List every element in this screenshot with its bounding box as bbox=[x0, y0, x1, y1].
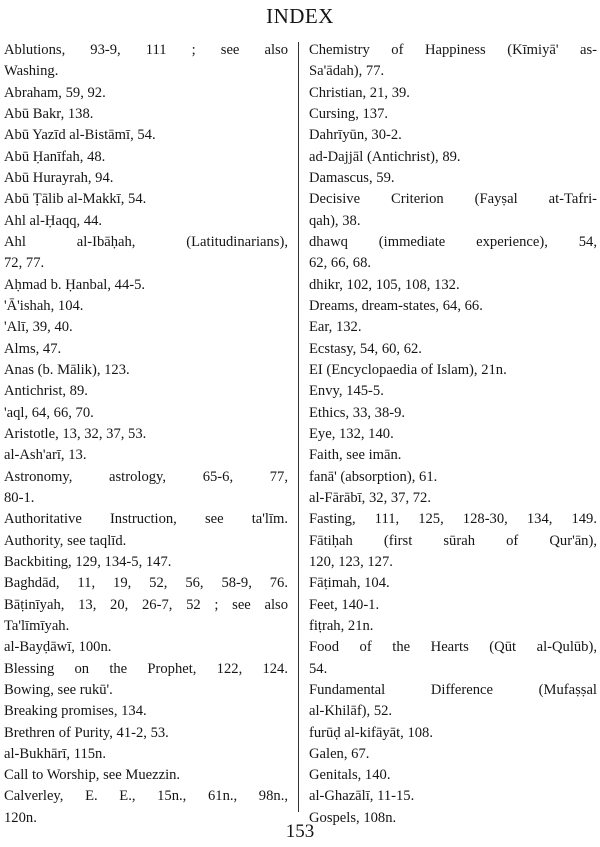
index-line: EI (Encyclopaedia of Islam), 21n. bbox=[309, 361, 507, 378]
index-line: al-Fārābī, 32, 37, 72. bbox=[309, 489, 431, 506]
index-line: Ear, 132. bbox=[309, 319, 362, 336]
index-line: al-Bukhārī, 115n. bbox=[4, 745, 106, 762]
index-line: Faith, see imān. bbox=[309, 447, 402, 464]
index-line: 80-1. bbox=[4, 489, 35, 506]
index-line: Authority, see taqlīd. bbox=[4, 532, 127, 549]
index-line: Ahl al-Ḥaqq, 44. bbox=[4, 212, 103, 229]
index-line: Abū Hurayrah, 94. bbox=[4, 169, 114, 186]
index-line: al-Bayḍāwī, 100n. bbox=[4, 639, 112, 656]
index-line: Galen, 67. bbox=[309, 745, 370, 762]
index-line: Genitals, 140. bbox=[309, 767, 391, 784]
index-line: fanā' (absorption), 61. bbox=[309, 468, 438, 485]
index-line: Abū Ṭālib al-Makkī, 54. bbox=[4, 191, 147, 208]
index-line: Feet, 140-1. bbox=[309, 596, 380, 613]
index-line: ad-Dajjāl (Antichrist), 89. bbox=[309, 148, 461, 165]
index-line: Brethren of Purity, 41-2, 53. bbox=[4, 724, 169, 741]
index-line: al-Ash'arī, 13. bbox=[4, 447, 87, 464]
index-line: Baghdād, 11, 19, 52, 56, 58-9, 76. bbox=[4, 575, 288, 592]
index-line: Fasting, 111, 125, 128-30, 134, 149. bbox=[309, 511, 597, 528]
page-number: 153 bbox=[285, 821, 315, 842]
index-line: 120, 123, 127. bbox=[309, 553, 393, 570]
index-line: Ta'līmīyah. bbox=[4, 617, 70, 634]
index-line: Abraham, 59, 92. bbox=[4, 84, 106, 101]
index-line: 72, 77. bbox=[4, 255, 45, 272]
index-line: 120n. bbox=[4, 809, 37, 826]
index-line: Call to Worship, see Muezzin. bbox=[4, 767, 181, 784]
page-title: INDEX bbox=[266, 4, 334, 28]
index-line: Antichrist, 89. bbox=[4, 383, 88, 400]
index-line: Bowing, see rukū'. bbox=[4, 681, 113, 698]
index-line: Decisive Criterion (Fayṣal at-Tafri- bbox=[309, 191, 597, 208]
index-line: dhawq (immediate experience), 54, bbox=[309, 233, 597, 250]
index-line: Blessing on the Prophet, 122, 124. bbox=[4, 660, 288, 677]
index-line: Ablutions, 93-9, 111 ; see also bbox=[4, 42, 288, 58]
index-line: 'Ā'ishah, 104. bbox=[4, 297, 84, 314]
index-line: Abū Ḥanīfah, 48. bbox=[4, 148, 106, 165]
index-line: Ahl al-Ibāḥah, (Latitudinarians), bbox=[4, 233, 288, 250]
index-line: Gospels, 108n. bbox=[309, 809, 397, 826]
index-line: 'aql, 64, 66, 70. bbox=[4, 404, 94, 421]
index-line: dhikr, 102, 105, 108, 132. bbox=[309, 276, 460, 293]
index-line: Dahrīyūn, 30-2. bbox=[309, 127, 402, 144]
index-line: Eye, 132, 140. bbox=[309, 425, 394, 442]
index-line: Food of the Hearts (Qūt al-Qulūb), bbox=[309, 639, 597, 656]
index-line: 54. bbox=[309, 660, 328, 677]
index-line: fiṭrah, 21n. bbox=[309, 617, 374, 634]
column-divider bbox=[298, 42, 299, 812]
index-line: 62, 66, 68. bbox=[309, 255, 372, 272]
index-line: Dreams, dream-states, 64, 66. bbox=[309, 297, 483, 314]
index-line: qah), 38. bbox=[309, 212, 361, 229]
index-line: Authoritative Instruction, see ta'līm. bbox=[4, 511, 288, 528]
index-line: Washing. bbox=[4, 63, 59, 80]
index-line: Sa'ādah), 77. bbox=[309, 63, 385, 80]
index-line: Aristotle, 13, 32, 37, 53. bbox=[4, 425, 147, 442]
index-line: Ecstasy, 54, 60, 62. bbox=[309, 340, 422, 357]
index-line: Breaking promises, 134. bbox=[4, 703, 147, 720]
index-line: Christian, 21, 39. bbox=[309, 84, 410, 101]
index-line: Bāṭinīyah, 13, 20, 26-7, 52 ; see also bbox=[4, 596, 288, 613]
index-line: Astronomy, astrology, 65-6, 77, bbox=[4, 468, 288, 485]
index-line: Ethics, 33, 38-9. bbox=[309, 404, 406, 421]
index-line: Backbiting, 129, 134-5, 147. bbox=[4, 553, 172, 570]
index-line: Damascus, 59. bbox=[309, 169, 395, 186]
index-line: Alms, 47. bbox=[4, 340, 62, 357]
index-line: furūḍ al-kifāyāt, 108. bbox=[309, 724, 434, 741]
index-line: Aḥmad b. Ḥanbal, 44-5. bbox=[4, 276, 146, 293]
index-column-left bbox=[4, 40, 288, 829]
index-line: 'Alī, 39, 40. bbox=[4, 319, 73, 336]
index-column-right bbox=[309, 40, 597, 829]
index-line: Abū Yazīd al-Bistāmī, 54. bbox=[4, 127, 156, 144]
index-line: Anas (b. Mālik), 123. bbox=[4, 361, 130, 378]
index-line: al-Ghazālī, 11-15. bbox=[309, 788, 415, 805]
index-line: Envy, 145-5. bbox=[309, 383, 384, 400]
index-line: Fāṭimah, 104. bbox=[309, 575, 390, 592]
index-line: Abū Bakr, 138. bbox=[4, 105, 94, 122]
index-line: Calverley, E. E., 15n., 61n., 98n., bbox=[4, 788, 288, 805]
index-line: Fātiḥah (first sūrah of Qur'ān), bbox=[309, 532, 597, 549]
index-line: Chemistry of Happiness (Kīmiyā' as- bbox=[309, 42, 597, 58]
index-line: al-Khilāf), 52. bbox=[309, 703, 393, 720]
index-line: Cursing, 137. bbox=[309, 105, 389, 122]
index-line: Fundamental Difference (Mufaṣṣal bbox=[309, 681, 597, 698]
